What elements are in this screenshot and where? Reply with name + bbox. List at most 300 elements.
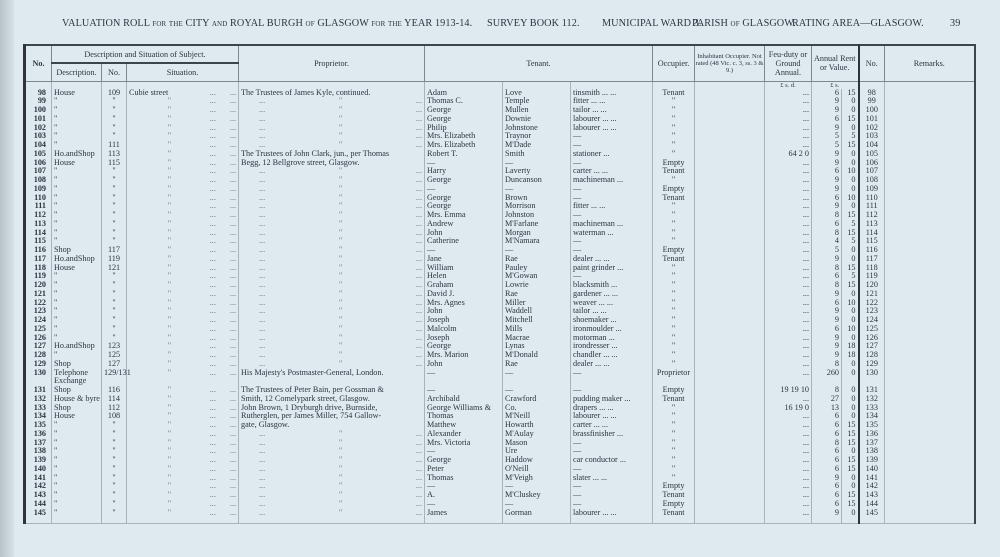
rent-pounds: 6	[812, 491, 842, 500]
tenant-occupation: —	[571, 194, 653, 203]
proprietor	[239, 106, 425, 115]
tenant-first-name: George	[425, 194, 503, 203]
ditto-mark: "	[338, 271, 343, 281]
tenant-surname: O'Neill	[503, 465, 571, 474]
row-number-right: 113	[859, 220, 885, 229]
inhabitant-occupier	[695, 255, 765, 264]
rent-pounds: 9	[812, 97, 842, 106]
situation	[127, 281, 239, 290]
row-number: 106	[25, 159, 52, 168]
inhabitant-occupier	[695, 89, 765, 98]
tenant-first-name: Andrew	[425, 220, 503, 229]
row-number: 138	[25, 447, 52, 456]
tenant-first-name: Mrs. Victoria	[425, 439, 503, 448]
rent-pounds: 9	[812, 124, 842, 133]
tenant-first-name: George	[425, 106, 503, 115]
col-feu-duty: Feu-duty or Ground Annual.	[765, 45, 812, 81]
feu-duty: ...	[765, 115, 812, 124]
occupier: "	[653, 97, 695, 106]
inhabitant-occupier	[695, 246, 765, 255]
row-number: 124	[25, 316, 52, 325]
leader-dots: ...	[259, 455, 266, 464]
remarks	[885, 351, 975, 360]
table-row	[25, 351, 975, 360]
leader-dots: ...	[209, 367, 216, 377]
tenant-occupation: —	[571, 141, 653, 150]
remarks	[885, 229, 975, 238]
tenant-occupation: brassfinisher ...	[571, 430, 653, 439]
proprietor	[239, 185, 425, 194]
leader-dots: ...	[229, 201, 236, 211]
ditto-mark: "	[338, 306, 343, 316]
row-number: 118	[25, 264, 52, 273]
leader-dots: ...	[259, 350, 266, 359]
inhabitant-occupier	[695, 124, 765, 133]
occupier: Empty	[653, 386, 695, 395]
ditto-mark: "	[167, 341, 172, 351]
description: "	[52, 334, 102, 343]
table-row	[25, 474, 975, 483]
occupier: "	[653, 229, 695, 238]
leader-dots: ...	[259, 463, 266, 473]
leader-dots: ...	[209, 428, 216, 438]
occupier: Proprietor	[653, 369, 695, 387]
table-row	[25, 307, 975, 316]
situation	[127, 316, 239, 325]
feu-duty: ...	[765, 176, 812, 185]
remarks	[885, 299, 975, 308]
feu-duty: ...	[765, 412, 812, 421]
leader-dots: ...	[229, 463, 236, 473]
leader-dots: ...	[229, 113, 236, 123]
inhabitant-occupier	[695, 421, 765, 430]
leader-dots: ...	[229, 420, 236, 429]
rent-pounds: 6	[812, 412, 842, 421]
row-number-right: 133	[859, 404, 885, 413]
proprietor	[239, 124, 425, 133]
inhabitant-occupier	[695, 360, 765, 369]
row-number-right: 101	[859, 115, 885, 124]
inhabitant-occupier	[695, 439, 765, 448]
street-number: 108	[102, 412, 127, 421]
rent-shillings: 15	[842, 115, 859, 124]
leader-dots: ...	[415, 236, 422, 246]
street-number: "	[102, 456, 127, 465]
leader-dots: ...	[229, 455, 236, 464]
feu-duty: ...	[765, 281, 812, 290]
remarks	[885, 404, 975, 413]
rent-shillings: 0	[842, 290, 859, 299]
remarks	[885, 185, 975, 194]
row-number: 133	[25, 404, 52, 413]
leader-dots: ...	[209, 385, 216, 394]
situation	[127, 307, 239, 316]
occupier: "	[653, 456, 695, 465]
tenant-occupation: gardener ... ...	[571, 290, 653, 299]
remarks	[885, 447, 975, 456]
row-number: 131	[25, 386, 52, 395]
table-row	[25, 447, 975, 456]
tenant-first-name: Mrs. Elizabeth	[425, 141, 503, 150]
tenant-occupation: —	[571, 447, 653, 456]
proprietor	[239, 194, 425, 203]
row-number: 122	[25, 299, 52, 308]
proprietor	[239, 456, 425, 465]
row-number-right: 130	[859, 369, 885, 387]
ditto-mark: "	[167, 280, 172, 289]
leader-dots: ...	[229, 236, 236, 246]
row-number-right: 121	[859, 290, 885, 299]
occupier: "	[653, 299, 695, 308]
inhabitant-occupier	[695, 281, 765, 290]
street-number: "	[102, 124, 127, 133]
situation	[127, 106, 239, 115]
rent-pounds: 6	[812, 89, 842, 98]
occupier: "	[653, 412, 695, 421]
ditto-mark: "	[167, 481, 172, 491]
ditto-mark: "	[167, 236, 172, 246]
proprietor	[239, 202, 425, 211]
ditto-mark: "	[167, 411, 172, 421]
leader-dots: ...	[415, 428, 422, 438]
table-row	[25, 220, 975, 229]
row-number-right: 104	[859, 141, 885, 150]
municipal-ward: MUNICIPAL WARD 3.	[602, 18, 702, 29]
table-row	[25, 299, 975, 308]
rent-pounds: 6	[812, 272, 842, 281]
remarks	[885, 176, 975, 185]
street-number: 121	[102, 264, 127, 273]
tenant-surname: Laverty	[503, 167, 571, 176]
street-number: "	[102, 447, 127, 456]
leader-dots: ...	[209, 420, 216, 429]
ditto-mark: "	[167, 490, 172, 499]
rent-pounds: 9	[812, 334, 842, 343]
inhabitant-occupier	[695, 115, 765, 124]
tenant-surname: Rae	[503, 290, 571, 299]
valuation-table	[23, 44, 976, 524]
situation	[127, 97, 239, 106]
feu-duty: ...	[765, 474, 812, 483]
leader-dots: ...	[229, 166, 236, 176]
inhabitant-occupier	[695, 465, 765, 474]
ditto-mark: "	[338, 472, 343, 482]
situation	[127, 386, 239, 395]
tenant-occupation: —	[571, 159, 653, 168]
situation	[127, 491, 239, 500]
ditto-mark: "	[338, 227, 343, 237]
table-row	[25, 132, 975, 141]
leader-dots: ...	[209, 455, 216, 464]
table-row	[25, 342, 975, 351]
occupier: "	[653, 342, 695, 351]
ditto-mark: "	[338, 446, 343, 456]
leader-dots: ...	[259, 262, 266, 272]
table-row	[25, 106, 975, 115]
leader-dots: ...	[259, 227, 266, 237]
proprietor	[239, 465, 425, 474]
tenant-surname: Rae	[503, 255, 571, 264]
rent-shillings: 0	[842, 482, 859, 491]
leader-dots: ...	[229, 131, 236, 141]
ditto-mark: "	[338, 175, 343, 184]
row-number-right: 125	[859, 325, 885, 334]
street-number: "	[102, 229, 127, 238]
tenant-occupation: —	[571, 500, 653, 509]
street-number: "	[102, 325, 127, 334]
leader-dots: ...	[209, 210, 216, 219]
ditto-mark: "	[167, 113, 172, 123]
proprietor	[239, 509, 425, 524]
leader-dots: ...	[259, 210, 266, 219]
tenant-first-name: Joseph	[425, 316, 503, 325]
leader-dots: ...	[259, 341, 266, 351]
rent-pounds: 9	[812, 185, 842, 194]
leader-dots: ...	[209, 446, 216, 456]
tenant-first-name: Matthew	[425, 421, 503, 430]
tenant-occupation: tailor ... ...	[571, 106, 653, 115]
remarks	[885, 430, 975, 439]
remarks	[885, 509, 975, 524]
rent-shillings: 15	[842, 229, 859, 238]
col-occupier: Occupier.	[653, 45, 695, 81]
ditto-mark: "	[167, 140, 172, 149]
situation	[127, 465, 239, 474]
rent-shillings: 0	[842, 97, 859, 106]
leader-dots: ...	[209, 463, 216, 473]
tenant-occupation: labourer ... ...	[571, 115, 653, 124]
leader-dots: ...	[259, 446, 266, 456]
ditto-mark: "	[167, 358, 172, 368]
leader-dots: ...	[259, 332, 266, 342]
proprietor	[239, 316, 425, 325]
row-number-right: 110	[859, 194, 885, 203]
table-row	[25, 369, 975, 387]
remarks	[885, 500, 975, 509]
tenant-first-name: Mrs. Agnes	[425, 299, 503, 308]
tenant-surname: Downie	[503, 115, 571, 124]
leader-dots: ...	[415, 96, 422, 106]
row-number-right: 126	[859, 334, 885, 343]
rent-shillings: 15	[842, 500, 859, 509]
tenant-surname: Gorman	[503, 509, 571, 524]
leader-dots: ...	[229, 358, 236, 368]
leader-dots: ...	[229, 245, 236, 254]
rent-pounds: 13	[812, 404, 842, 413]
ditto-mark: "	[167, 105, 172, 114]
leader-dots: ...	[229, 367, 236, 377]
leader-dots: ...	[209, 323, 216, 333]
rent-shillings: 15	[842, 465, 859, 474]
situation	[127, 421, 239, 430]
tenant-surname: Haddow	[503, 456, 571, 465]
table-row	[25, 316, 975, 325]
row-number: 143	[25, 491, 52, 500]
inhabitant-occupier	[695, 334, 765, 343]
feu-duty: ...	[765, 229, 812, 238]
tenant-occupation: stationer ...	[571, 150, 653, 159]
row-number: 115	[25, 237, 52, 246]
situation	[127, 237, 239, 246]
inhabitant-occupier	[695, 456, 765, 465]
tenant-first-name: John	[425, 229, 503, 238]
row-number-right: 140	[859, 465, 885, 474]
ditto-mark: "	[338, 192, 343, 202]
leader-dots: ...	[415, 105, 422, 114]
inhabitant-occupier	[695, 194, 765, 203]
occupier: "	[653, 281, 695, 290]
tenant-occupation: —	[571, 132, 653, 141]
leader-dots: ...	[259, 507, 266, 517]
street-number: "	[102, 202, 127, 211]
tenant-first-name: Joseph	[425, 334, 503, 343]
remarks	[885, 124, 975, 133]
street-number: "	[102, 272, 127, 281]
leader-dots: ...	[415, 297, 422, 307]
ditto-mark: "	[167, 498, 172, 508]
leader-dots: ...	[209, 332, 216, 342]
table-row	[25, 159, 975, 168]
inhabitant-occupier	[695, 316, 765, 325]
street-number: "	[102, 281, 127, 290]
row-number: 120	[25, 281, 52, 290]
remarks	[885, 194, 975, 203]
tenant-first-name: —	[425, 482, 503, 491]
occupier: "	[653, 132, 695, 141]
occupier: "	[653, 439, 695, 448]
proprietor: Begg, 12 Bellgrove street, Glasgow.	[239, 159, 425, 168]
leader-dots: ...	[415, 201, 422, 211]
table-row	[25, 491, 975, 500]
row-number: 139	[25, 456, 52, 465]
street-number: "	[102, 307, 127, 316]
ditto-mark: "	[338, 245, 343, 254]
rent-pounds: 8	[812, 439, 842, 448]
situation	[127, 89, 239, 98]
description: "	[52, 141, 102, 150]
inhabitant-occupier	[695, 290, 765, 299]
description: "	[52, 465, 102, 474]
leader-dots: ...	[229, 280, 236, 289]
proprietor	[239, 229, 425, 238]
occupier: Tenant	[653, 509, 695, 524]
col-tenant: Tenant.	[425, 45, 653, 81]
situation	[127, 404, 239, 413]
row-number-right: 138	[859, 447, 885, 456]
rent-shillings: 15	[842, 264, 859, 273]
tenant-first-name: George	[425, 342, 503, 351]
row-number-right: 143	[859, 491, 885, 500]
tenant-first-name: —	[425, 447, 503, 456]
tenant-surname: Johnstone	[503, 124, 571, 133]
ditto-mark: "	[167, 455, 172, 464]
tenant-surname: Love	[503, 89, 571, 98]
leader-dots: ...	[209, 490, 216, 499]
roll-title: VALUATION ROLL for the CITY and ROYAL BURGH of GLASGOW for the YEAR 1913-14.	[62, 18, 473, 29]
leader-dots: ...	[259, 315, 266, 324]
proprietor	[239, 97, 425, 106]
rent-shillings: 10	[842, 194, 859, 203]
tenant-first-name: A.	[425, 491, 503, 500]
table-row	[25, 246, 975, 255]
leader-dots: ...	[209, 280, 216, 289]
description: "	[52, 229, 102, 238]
row-number: 128	[25, 351, 52, 360]
tenant-occupation: waterman ...	[571, 229, 653, 238]
ditto-mark: "	[167, 288, 172, 298]
row-number-right: 123	[859, 307, 885, 316]
tenant-surname: Johnston	[503, 211, 571, 220]
leader-dots: ...	[415, 446, 422, 456]
rent-pounds: 5	[812, 246, 842, 255]
street-number: "	[102, 194, 127, 203]
occupier: Tenant	[653, 491, 695, 500]
description: "	[52, 290, 102, 299]
tenant-occupation: —	[571, 211, 653, 220]
leader-dots: ...	[229, 140, 236, 149]
description: "	[52, 185, 102, 194]
leader-dots: ...	[209, 201, 216, 211]
leader-dots: ...	[229, 411, 236, 421]
table-row	[25, 334, 975, 343]
rent-shillings: 0	[842, 307, 859, 316]
tenant-first-name: Malcolm	[425, 325, 503, 334]
leader-dots: ...	[415, 341, 422, 351]
tenant-occupation: paint grinder ...	[571, 264, 653, 273]
leader-dots: ...	[259, 218, 266, 228]
ditto-mark: "	[338, 297, 343, 307]
tenant-occupation: carter ... ...	[571, 167, 653, 176]
leader-dots: ...	[415, 253, 422, 263]
tenant-surname: —	[503, 386, 571, 395]
street-number: 109	[102, 89, 127, 98]
description: House	[52, 159, 102, 168]
ditto-mark: "	[167, 271, 172, 281]
leader-dots: ...	[415, 306, 422, 316]
ditto-mark: "	[338, 201, 343, 211]
feu-duty: ...	[765, 220, 812, 229]
inhabitant-occupier	[695, 386, 765, 395]
row-number-right: 99	[859, 97, 885, 106]
tenant-first-name: George	[425, 456, 503, 465]
occupier: "	[653, 202, 695, 211]
table-row	[25, 412, 975, 421]
tenant-occupation: drapers ... ...	[571, 404, 653, 413]
leader-dots: ...	[259, 253, 266, 263]
row-number-right: 137	[859, 439, 885, 448]
remarks	[885, 264, 975, 273]
row-number: 102	[25, 124, 52, 133]
ditto-mark: "	[167, 245, 172, 254]
row-number-right: 134	[859, 412, 885, 421]
tenant-occupation: —	[571, 465, 653, 474]
description: Shop	[52, 404, 102, 413]
tenant-surname: M'Dade	[503, 141, 571, 150]
leader-dots: ...	[259, 105, 266, 114]
row-number: 119	[25, 272, 52, 281]
inhabitant-occupier	[695, 307, 765, 316]
leader-dots: ...	[229, 87, 236, 97]
leader-dots: ...	[229, 428, 236, 438]
feu-duty: ...	[765, 290, 812, 299]
leader-dots: ...	[229, 192, 236, 202]
proprietor: Rutherglen, per James Miller, 754 Gallow-	[239, 412, 425, 421]
ditto-mark: "	[338, 437, 343, 447]
inhabitant-occupier	[695, 106, 765, 115]
rent-shillings: 0	[842, 316, 859, 325]
occupier: Empty	[653, 482, 695, 491]
row-number: 127	[25, 342, 52, 351]
